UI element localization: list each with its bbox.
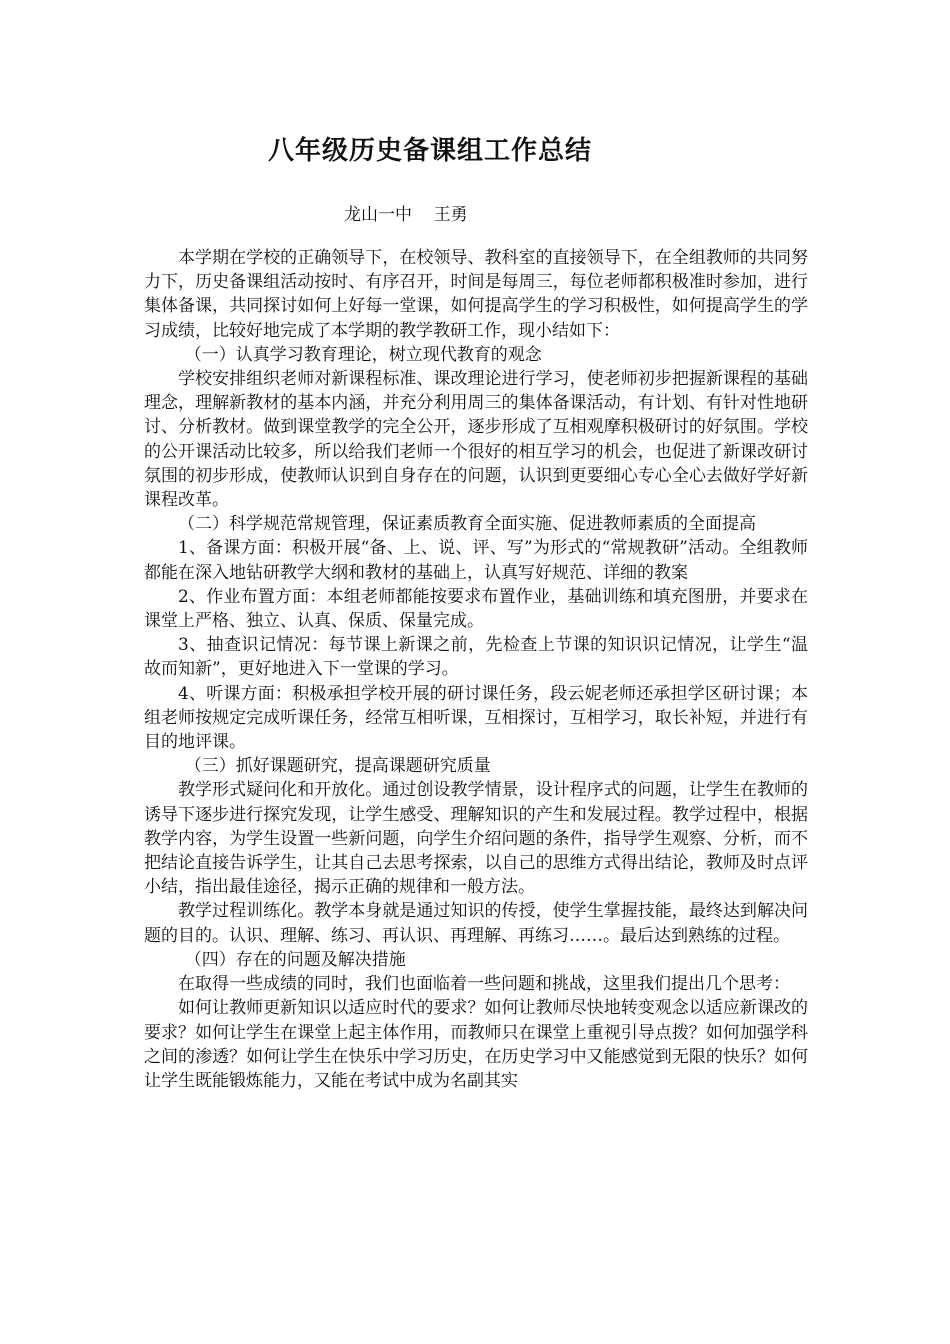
- section-heading-4: （四）存在的问题及解决措施: [184, 949, 406, 970]
- paragraph-training: 教学过程训练化。教学本身就是通过知识的传授，使学生掌握技能，最终达到解决问题的目的。认识、理解、练习、再认识、再理解、再练习……。最后达到熟练的过程。: [144, 901, 808, 946]
- paragraph-challenges: 在取得一些成绩的同时，我们也面临着一些问题和挑战，这里我们提出几个思考：: [178, 974, 790, 995]
- paragraph-questions: 如何让教师更新知识以适应时代的要求？如何让教师尽快地转变观念以适应新课改的要求？如何让学生在课堂上起主体作用，而教师只在课堂上重视引导点拨？如何加强学科之间的渗透？如何让学生在快乐中学习历史，在历史学习中又能感觉到无限的快乐？如何让学生既能锻炼能力，又能在考试中成为名副其实: [144, 998, 808, 1091]
- section-heading-1: （一）认真学习教育理论，树立现代教育的观念: [184, 344, 542, 365]
- section-heading-2: （二）科学规范常规管理，保证素质教育全面实施、促进教师素质的全面提高: [178, 514, 756, 535]
- document-title: 八年级历史备课组工作总结: [267, 136, 592, 166]
- paragraph-intro: 本学期在学校的正确领导下，在校领导、教科室的直接领导下，在全组教师的共同努力下，历史备课组活动按时、有序召开，时间是每周三，每位老师都积极准时参加，进行集体备课，共同探讨如何上好每一堂课，如何提高学生的学习积极性，如何提高学生的学习成绩，比较好地完成了本学期的教学教研工作，现小结如下：: [144, 248, 808, 341]
- paragraph-lesson-prep: 1、备课方面：积极开展“备、上、说、评、写”为形式的“常规教研”活动。全组教师都能在深入地钻研教学大纲和教材的基础上，认真写好规范、详细的教案: [144, 538, 808, 583]
- document-author: 龙山一中 王勇: [344, 205, 468, 225]
- paragraph-inquiry: 教学形式疑问化和开放化。通过创设教学情景，设计程序式的问题，让学生在教师的诱导下逐步进行探究发现，让学生感受、理解知识的产生和发展过程。教学过程中，根据教学内容，为学生设置一些新问题，向学生介绍问题的条件，指导学生观察、分析，而不把结论直接告诉学生，让其自己去思考探索，以自己的思维方式得出结论，教师及时点评小结，指出最佳途径，揭示正确的规律和一般方法。: [144, 780, 808, 898]
- paragraph-memory-check: 3、抽查识记情况：每节课上新课之前，先检查上节课的知识识记情况，让学生“温故而知新”，更好地进入下一堂课的学习。: [144, 635, 808, 680]
- paragraph-theory: 学校安排组织老师对新课程标准、课改理论进行学习，使老师初步把握新课程的基础理念，理解新教材的基本内涵，并充分利用周三的集体备课活动，有计划、有针对性地研讨、分析教材。做到课堂教学的完全公开，逐步形成了互相观摩积极研讨的好氛围。学校的公开课活动比较多，所以给我们老师一个很好的相互学习的机会，也促进了新课改研讨氛围的初步形成，使教师认识到自身存在的问题，认识到更要细心专心全心去做好学好新课程改革。: [144, 369, 808, 511]
- document-body: [144, 246, 808, 1093]
- paragraph-lesson-observation: 4、听课方面：积极承担学校开展的研讨课任务，段云妮老师还承担学区研讨课；本组老师按规定完成听课任务，经常互相听课，互相探讨，互相学习，取长补短，并进行有目的地评课。: [144, 683, 808, 753]
- paragraph-homework: 2、作业布置方面：本组老师都能按要求布置作业，基础训练和填充图册，并要求在课堂上严格、独立、认真、保质、保量完成。: [144, 586, 808, 632]
- section-heading-3: （三）抓好课题研究，提高课题研究质量: [184, 756, 491, 777]
